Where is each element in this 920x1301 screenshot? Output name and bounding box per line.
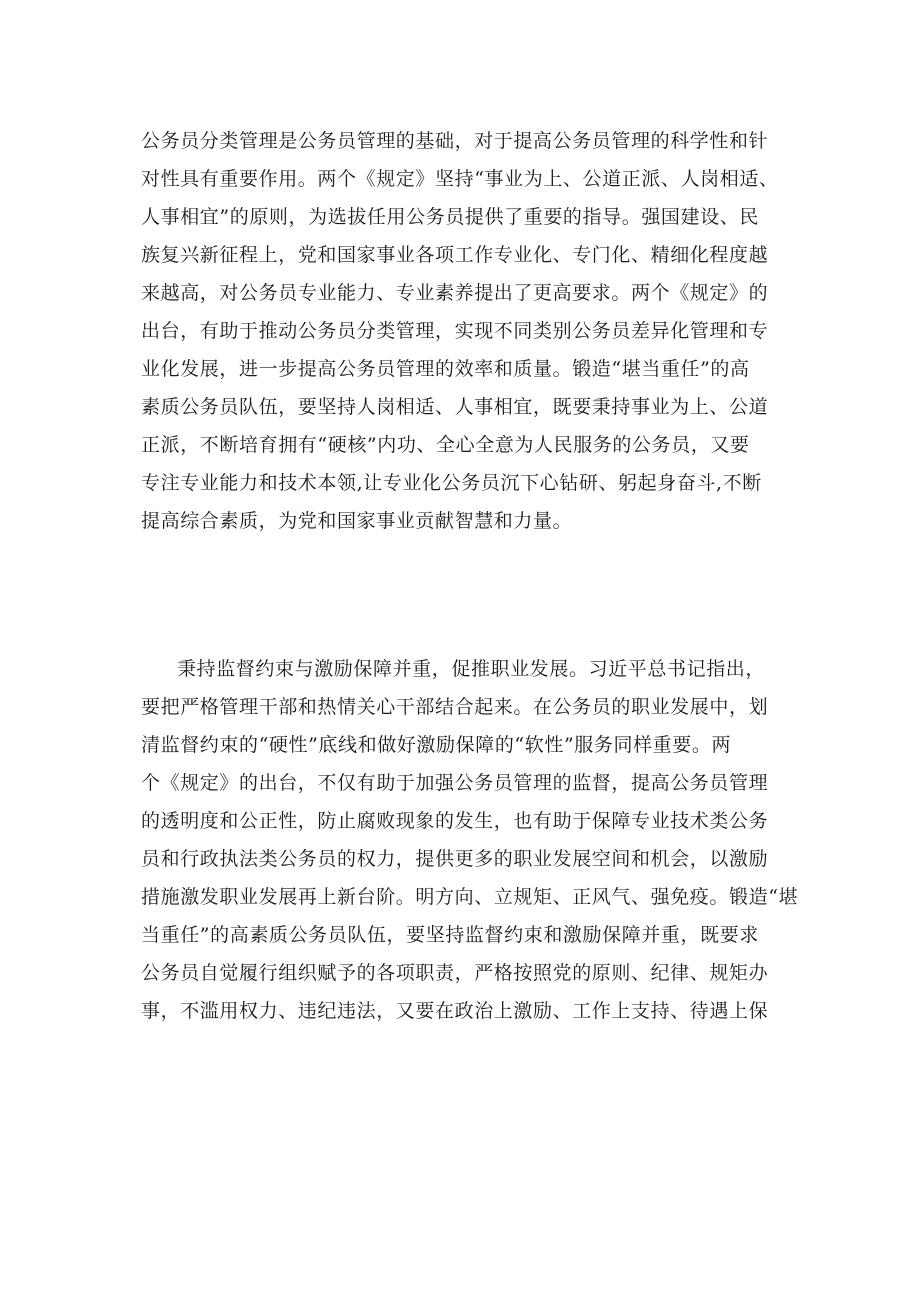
paragraph-line: 族复兴新征程上，党和国家事业各项工作专业化、专门化、精细化程度越 bbox=[141, 244, 769, 266]
paragraph-line: 来越高，对公务员专业能力、专业素养提出了更高要求。两个《规定》的 bbox=[141, 282, 769, 304]
paragraph-line: 员和行政执法类公务员的权力，提供更多的职业发展空间和机会，以激励 bbox=[141, 848, 769, 870]
paragraph-line: 出台，有助于推动公务员分类管理，实现不同类别公务员差异化管理和专 bbox=[141, 320, 769, 342]
paragraph-line: 提高综合素质，为党和国家事业贡献智慧和力量。 bbox=[141, 510, 573, 532]
paragraph-line: 个《规定》的出台，不仅有助于加强公务员管理的监督，提高公务员管理 bbox=[141, 772, 769, 794]
paragraph-line: 业化发展，进一步提高公务员管理的效率和质量。锻造“堪当重任”的高 bbox=[141, 358, 750, 380]
paragraph-line: 当重任”的高素质公务员队伍，要坚持监督约束和激励保障并重，既要求 bbox=[141, 924, 759, 946]
paragraph-line: 人事相宜”的原则，为选拔任用公务员提供了重要的指导。强国建设、民 bbox=[141, 206, 759, 228]
paragraph-line: 事，不滥用权力、违纪违法，又要在政治上激励、工作上支持、待遇上保 bbox=[141, 1000, 769, 1022]
paragraph-line: 公务员自觉履行组织赋予的各项职责，严格按照党的原则、纪律、规矩办 bbox=[141, 962, 769, 984]
paragraph-line: 正派，不断培育拥有“硬核”内功、全心全意为人民服务的公务员，又要 bbox=[141, 434, 750, 456]
paragraph-line: 对性具有重要作用。两个《规定》坚持“事业为上、公道正派、人岗相适、 bbox=[141, 168, 779, 190]
paragraph-line: 专注专业能力和技术本领,让专业化公务员沉下心钻研、躬起身奋斗,不断 bbox=[141, 472, 762, 494]
paragraph-line: 的透明度和公正性，防止腐败现象的发生，也有助于保障专业技术类公务 bbox=[141, 810, 769, 832]
paragraph-line: 公务员分类管理是公务员管理的基础，对于提高公务员管理的科学性和针 bbox=[141, 130, 769, 152]
paragraph-line: 清监督约束的“硬性”底线和做好激励保障的“软性”服务同样重要。两 bbox=[141, 734, 732, 756]
paragraph-1 bbox=[141, 122, 781, 540]
paragraph-line: 素质公务员队伍，要坚持人岗相适、人事相宜，既要秉持事业为上、公道 bbox=[141, 396, 769, 418]
paragraph-line: 要把严格管理干部和热情关心干部结合起来。在公务员的职业发展中，划 bbox=[141, 696, 769, 718]
paragraph-line: 措施激发职业发展再上新台阶。明方向、立规矩、正风气、强免疫。锻造“堪 bbox=[141, 886, 799, 908]
paragraph-2 bbox=[141, 650, 799, 1030]
paragraph-line: 秉持监督约束与激励保障并重，促推职业发展。习近平总书记指出， bbox=[177, 658, 766, 680]
